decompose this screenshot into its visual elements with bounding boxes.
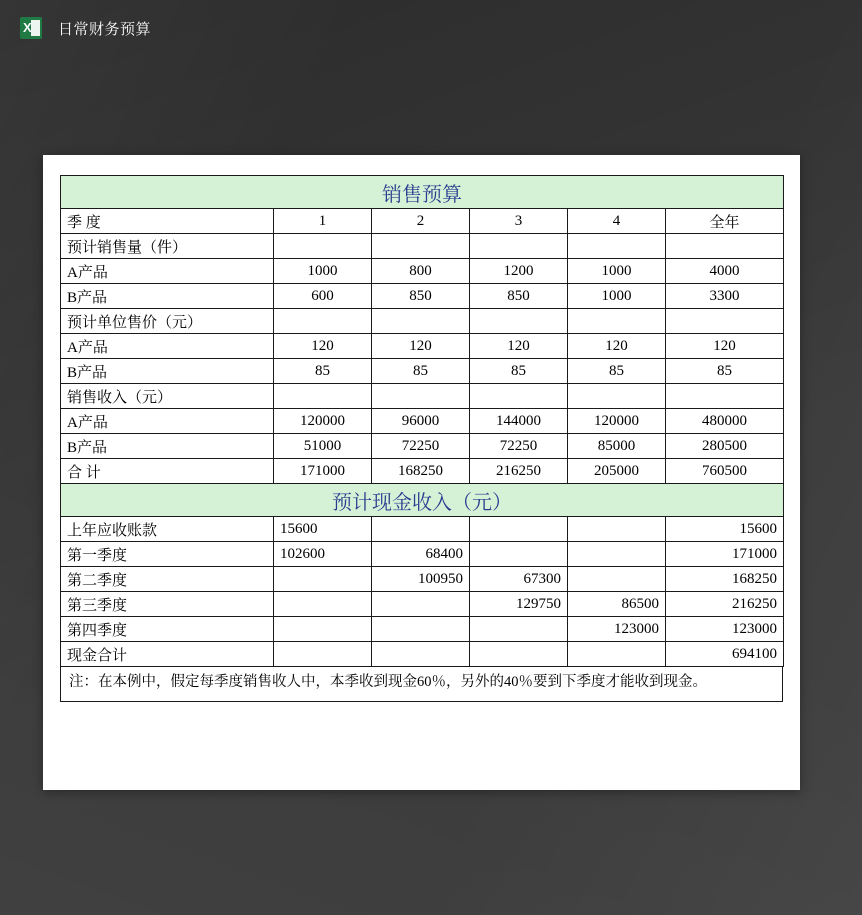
- row-q3: 216250: [470, 459, 568, 484]
- row-label: 合 计: [61, 459, 274, 484]
- sales-banner-row: [61, 176, 784, 209]
- row-label: B产品: [61, 434, 274, 459]
- header-q1: 1: [274, 209, 372, 234]
- table-row: [61, 517, 784, 542]
- row-year: 171000: [666, 542, 784, 567]
- row-q3: 120: [470, 334, 568, 359]
- row-q2: 100950: [372, 567, 470, 592]
- row-label: A产品: [61, 334, 274, 359]
- row-label: 预计单位售价（元）: [61, 309, 274, 334]
- header-year: 全年: [666, 209, 784, 234]
- table-header-row: [61, 209, 784, 234]
- row-q1: 171000: [274, 459, 372, 484]
- row-q3: [470, 384, 568, 409]
- row-q1: [274, 384, 372, 409]
- cash-banner: 预计现金收入（元）: [61, 484, 784, 517]
- row-label: A产品: [61, 409, 274, 434]
- row-q4: 85000: [568, 434, 666, 459]
- table-row: [61, 617, 784, 642]
- row-q4: [568, 567, 666, 592]
- row-year: 4000: [666, 259, 784, 284]
- row-year: 120: [666, 334, 784, 359]
- row-q3: [470, 617, 568, 642]
- table-row: [61, 592, 784, 617]
- table-row: [61, 259, 784, 284]
- table-row-total: [61, 642, 784, 667]
- excel-file-icon: X: [20, 17, 42, 39]
- row-label: 第二季度: [61, 567, 274, 592]
- row-q4: [568, 517, 666, 542]
- row-label: 第四季度: [61, 617, 274, 642]
- row-year: 15600: [666, 517, 784, 542]
- row-q3: [470, 309, 568, 334]
- row-q1: 15600: [274, 517, 372, 542]
- row-q1: [274, 642, 372, 667]
- row-q1: 85: [274, 359, 372, 384]
- header-q2: 2: [372, 209, 470, 234]
- table-row: [61, 409, 784, 434]
- row-year: 85: [666, 359, 784, 384]
- table-row: [61, 284, 784, 309]
- row-q4: 120: [568, 334, 666, 359]
- table-row: [61, 434, 784, 459]
- row-q3: [470, 642, 568, 667]
- table-row-total: [61, 459, 784, 484]
- row-q2: [372, 642, 470, 667]
- row-year: 760500: [666, 459, 784, 484]
- row-q1: [274, 617, 372, 642]
- row-label: 第一季度: [61, 542, 274, 567]
- row-label: B产品: [61, 359, 274, 384]
- row-year: 694100: [666, 642, 784, 667]
- row-q4: 86500: [568, 592, 666, 617]
- row-label: 预计销售量（件）: [61, 234, 274, 259]
- row-q1: [274, 234, 372, 259]
- row-year: [666, 384, 784, 409]
- row-year: 480000: [666, 409, 784, 434]
- row-q4: 1000: [568, 259, 666, 284]
- row-q4: [568, 642, 666, 667]
- row-q1: 120: [274, 334, 372, 359]
- table-footnote: 注：在本例中，假定每季度销售收人中，本季收到现金60％，另外的40％要到下季度才能收到现金。: [60, 667, 783, 702]
- row-q3: [470, 517, 568, 542]
- row-q3: [470, 234, 568, 259]
- table-row: [61, 334, 784, 359]
- row-q1: [274, 592, 372, 617]
- row-q4: 205000: [568, 459, 666, 484]
- row-q4: [568, 542, 666, 567]
- row-q3: 67300: [470, 567, 568, 592]
- row-year: 280500: [666, 434, 784, 459]
- row-q3: 144000: [470, 409, 568, 434]
- row-q2: 800: [372, 259, 470, 284]
- table-row: [61, 309, 784, 334]
- table-row: [61, 542, 784, 567]
- row-q1: 51000: [274, 434, 372, 459]
- row-q2: [372, 309, 470, 334]
- row-year: 216250: [666, 592, 784, 617]
- row-year: [666, 234, 784, 259]
- row-q2: [372, 592, 470, 617]
- row-label: B产品: [61, 284, 274, 309]
- row-q2: [372, 617, 470, 642]
- row-q1: [274, 567, 372, 592]
- row-q3: [470, 542, 568, 567]
- cash-banner-row: [61, 484, 784, 517]
- row-q2: 168250: [372, 459, 470, 484]
- row-year: 3300: [666, 284, 784, 309]
- row-q2: [372, 234, 470, 259]
- table-row: [61, 359, 784, 384]
- row-q2: [372, 517, 470, 542]
- table-row: [61, 234, 784, 259]
- row-q4: 120000: [568, 409, 666, 434]
- title-bar: [0, 0, 862, 56]
- row-q2: 85: [372, 359, 470, 384]
- table-row: [61, 567, 784, 592]
- row-q3: 129750: [470, 592, 568, 617]
- budget-table: [60, 175, 784, 667]
- row-year: 123000: [666, 617, 784, 642]
- row-q3: 850: [470, 284, 568, 309]
- row-q2: [372, 384, 470, 409]
- document-title: 日常财务预算: [58, 20, 152, 38]
- row-q1: 102600: [274, 542, 372, 567]
- row-q4: 85: [568, 359, 666, 384]
- header-quarter-label: 季 度: [61, 209, 274, 234]
- spreadsheet-page: [43, 155, 800, 790]
- row-q4: 1000: [568, 284, 666, 309]
- table-row: [61, 384, 784, 409]
- row-label: 销售收入（元）: [61, 384, 274, 409]
- row-q1: 120000: [274, 409, 372, 434]
- row-q1: 1000: [274, 259, 372, 284]
- row-q2: 96000: [372, 409, 470, 434]
- header-q3: 3: [470, 209, 568, 234]
- row-q3: 1200: [470, 259, 568, 284]
- row-q4: [568, 384, 666, 409]
- row-q4: [568, 309, 666, 334]
- row-year: [666, 309, 784, 334]
- row-q3: 85: [470, 359, 568, 384]
- sales-banner: 销售预算: [61, 176, 784, 209]
- row-year: 168250: [666, 567, 784, 592]
- row-q2: 120: [372, 334, 470, 359]
- row-q4: [568, 234, 666, 259]
- row-q2: 72250: [372, 434, 470, 459]
- row-q2: 68400: [372, 542, 470, 567]
- row-q3: 72250: [470, 434, 568, 459]
- row-label: 现金合计: [61, 642, 274, 667]
- row-label: 第三季度: [61, 592, 274, 617]
- header-q4: 4: [568, 209, 666, 234]
- row-label: A产品: [61, 259, 274, 284]
- row-q2: 850: [372, 284, 470, 309]
- row-label: 上年应收账款: [61, 517, 274, 542]
- row-q4: 123000: [568, 617, 666, 642]
- row-q1: 600: [274, 284, 372, 309]
- row-q1: [274, 309, 372, 334]
